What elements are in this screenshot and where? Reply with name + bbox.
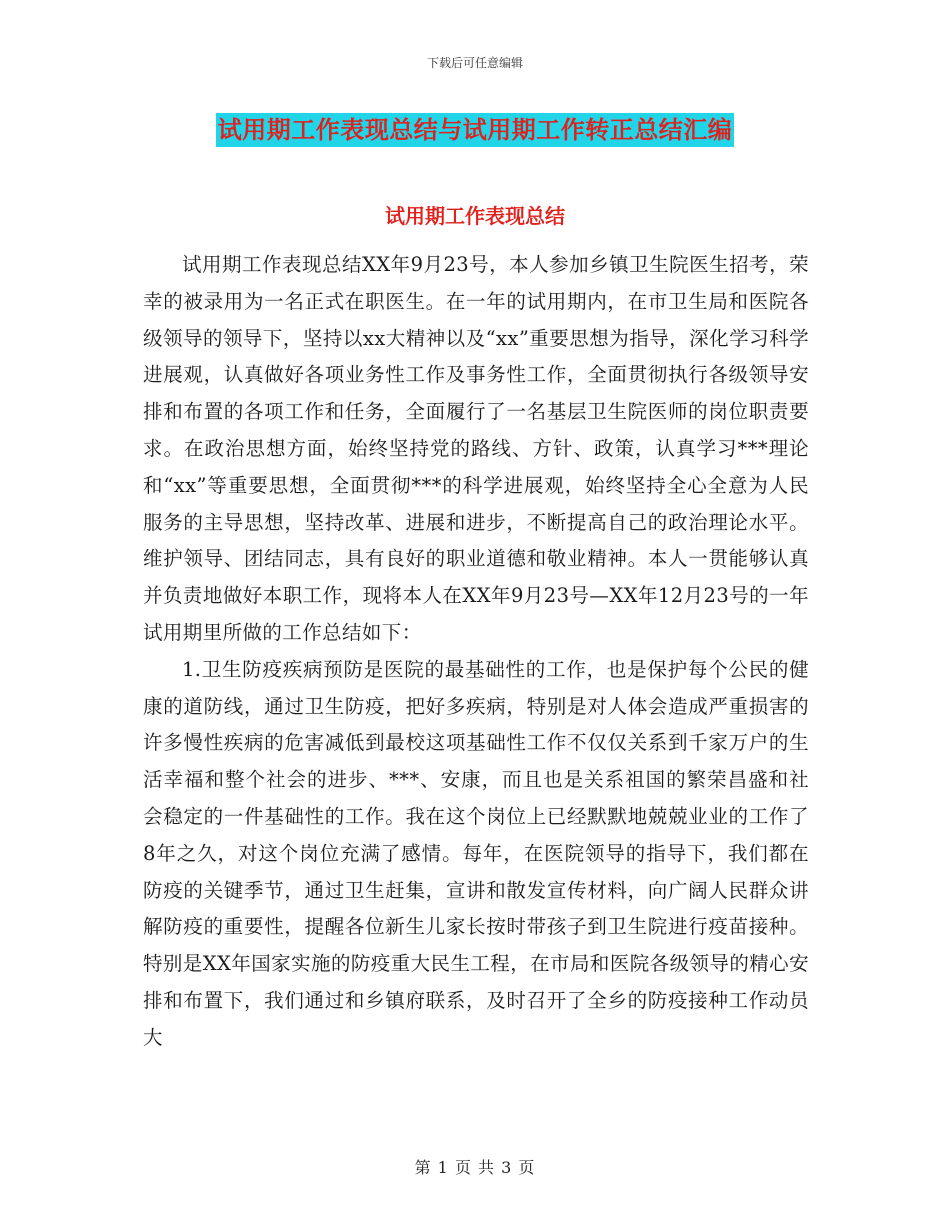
- page-number: 第 1 页 共 3 页: [414, 1158, 536, 1177]
- document-body: [143, 247, 809, 1057]
- document-title: 试用期工作表现总结与试用期工作转正总结汇编: [216, 113, 735, 147]
- section-title: 试用期工作表现总结: [385, 204, 565, 228]
- body-paragraph: 1.卫生防疫疾病预防是医院的最基础性的工作，也是保护每个公民的健康的道防线，通过卫生防疫，把好多疾病，特别是对人体会造成严重损害的许多慢性疾病的危害减低到最校这项基础性工作不仅仅关系到千家万户的生活幸福和整个社会的进步、***、安康，而且也是关系祖国的繁荣昌盛和社会稳定的一件基础性的工作。我在这个岗位上已经默默地兢兢业业的工作了8年之久，对这个岗位充满了感情。每年，在医院领导的指导下，我们都在防疫的关键季节，通过卫生赶集，宣讲和散发宣传材料，向广阔人民群众讲解防疫的重要性，提醒各位新生儿家长按时带孩子到卫生院进行疫苗接种。特别是XX年国家实施的防疫重大民生工程，在市局和医院各级领导的精心安排和布置下，我们通过和乡镇府联系，及时召开了全乡的防疫接种工作动员大: [143, 657, 809, 1049]
- document-title-container: [0, 113, 950, 147]
- page-header-note: 下载后可任意编辑: [426, 56, 523, 70]
- body-paragraph: 试用期工作表现总结XX年9月23号，本人参加乡镇卫生院医生招考，荣幸的被录用为一名正式在职医生。在一年的试用期内，在市卫生局和医院各级领导的领导下，坚持以xx大精神以及“xx”重要思想为指导，深化学习科学进展观，认真做好各项业务性工作及事务性工作，全面贯彻执行各级领导安排和布置的各项工作和任务，全面履行了一名基层卫生院医师的岗位职责要求。在政治思想方面，始终坚持党的路线、方针、政策，认真学习***理论和“xx”等重要思想，全面贯彻***的科学进展观，始终坚持全心全意为人民服务的主导思想，坚持改革、进展和进步，不断提高自己的政治理论水平。维护领导、团结同志，具有良好的职业道德和敬业精神。本人一贯能够认真并负责地做好本职工作，现将本人在XX年9月23号—XX年12月23号的一年试用期里所做的工作总结如下：: [143, 253, 809, 644]
